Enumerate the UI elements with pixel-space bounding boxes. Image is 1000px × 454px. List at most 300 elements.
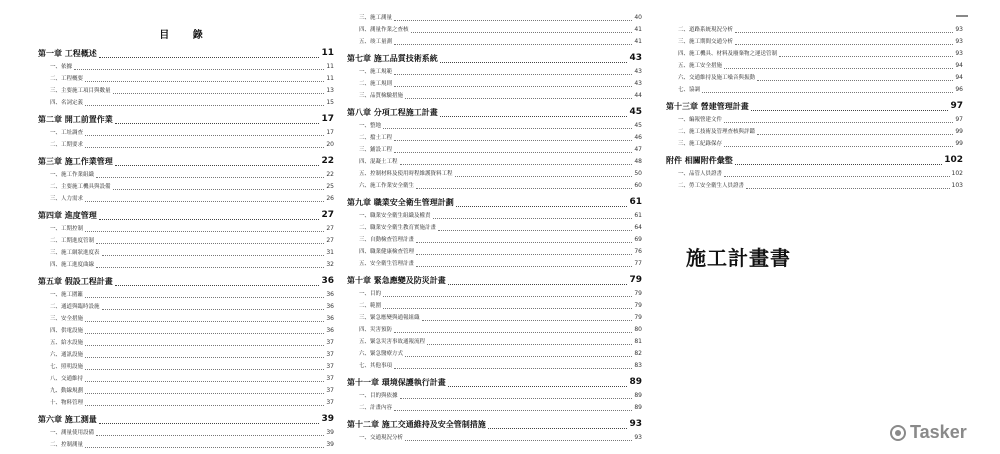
- toc-section-row: [38, 223, 334, 235]
- toc-section-row: [347, 390, 642, 402]
- minimize-icon[interactable]: [956, 15, 968, 17]
- toc-section-row: [38, 361, 334, 373]
- toc-section-row: [666, 72, 963, 84]
- toc-list: [666, 24, 963, 192]
- toc-entry-title: 七、協調: [678, 87, 701, 93]
- toc-section-row: [347, 288, 642, 300]
- toc-section-row: [38, 97, 334, 109]
- toc-page-number: 64: [634, 224, 642, 231]
- dot-leader: [422, 320, 633, 321]
- toc-section-row: [347, 258, 642, 270]
- toc-entry-title: 二、擋土工程: [359, 135, 393, 141]
- toc-page-number: 79: [634, 302, 642, 309]
- dot-leader: [85, 105, 324, 106]
- toc-entry-title: 六、緊急醫療方式: [359, 351, 404, 357]
- dot-leader: [115, 165, 320, 166]
- watermark-logo: [890, 422, 967, 443]
- toc-page-number: 31: [326, 249, 334, 256]
- toc-page-number: 22: [326, 171, 334, 178]
- toc-entry-title: 六、施工作業安全衛生: [359, 183, 415, 189]
- dot-leader: [99, 423, 320, 424]
- dot-leader: [394, 152, 632, 153]
- toc-page-number: 80: [634, 326, 642, 333]
- toc-page-number: 79: [629, 275, 642, 285]
- toc-chapter-row: [38, 208, 334, 223]
- toc-entry-title: 第二章 開工前置作業: [38, 115, 113, 124]
- dot-leader: [85, 357, 324, 358]
- dot-leader: [115, 123, 320, 124]
- toc-page-number: 36: [326, 327, 334, 334]
- toc-section-row: [38, 85, 334, 97]
- toc-page-number: 43: [634, 80, 642, 87]
- dot-leader: [113, 93, 325, 94]
- toc-section-row: [38, 289, 334, 301]
- toc-page-number: 11: [326, 63, 334, 70]
- dot-leader: [85, 381, 324, 382]
- toc-entry-title: 一、施工規範: [359, 69, 393, 75]
- dot-leader: [735, 44, 953, 45]
- toc-entry-title: 二、通道與臨時設施: [50, 304, 100, 310]
- toc-entry-title: 四、施工進度曲線: [50, 262, 95, 268]
- dot-leader: [724, 176, 950, 177]
- toc-page-number: 45: [634, 122, 642, 129]
- toc-section-row: [38, 127, 334, 139]
- dot-leader: [394, 332, 632, 333]
- toc-entry-title: 第十章 緊急應變及防災計畫: [347, 276, 446, 285]
- toc-page-number: 102: [951, 170, 963, 177]
- dot-leader: [724, 146, 953, 147]
- toc-page-number: 60: [634, 182, 642, 189]
- toc-chapter-row: [347, 195, 642, 210]
- toc-page-number: 47: [634, 146, 642, 153]
- toc-page-number: 45: [629, 107, 642, 117]
- dot-leader: [85, 81, 324, 82]
- toc-page-number: 26: [326, 195, 334, 202]
- dot-leader: [96, 243, 324, 244]
- toc-section-row: [38, 385, 334, 397]
- toc-entry-title: 第一章 工程概述: [38, 49, 97, 58]
- toc-entry-title: 第五章 假設工程計畫: [38, 277, 113, 286]
- toc-section-row: [347, 132, 642, 144]
- toc-section-row: [347, 402, 642, 414]
- toc-page-number: 76: [634, 248, 642, 255]
- toc-section-row: [38, 373, 334, 385]
- toc-page-number: 89: [629, 377, 642, 387]
- dot-leader: [85, 447, 324, 448]
- toc-entry-title: 三、主要施工項目與數量: [50, 88, 111, 94]
- toc-section-row: [38, 247, 334, 259]
- dot-leader: [85, 333, 324, 334]
- toc-page-number: 32: [326, 261, 334, 268]
- toc-page-number: 44: [634, 92, 642, 99]
- dot-leader: [383, 296, 632, 297]
- dot-leader: [751, 110, 949, 111]
- toc-page-number: 37: [326, 363, 334, 370]
- toc-page-number: 25: [326, 183, 334, 190]
- toc-entry-title: 七、照明設施: [50, 364, 84, 370]
- toc-section-row: [38, 397, 334, 409]
- toc-chapter-row: [38, 412, 334, 427]
- toc-section-row: [347, 324, 642, 336]
- dot-leader: [488, 428, 628, 429]
- toc-page-number: 93: [955, 26, 963, 33]
- document-title: 施工計畫書: [686, 246, 791, 270]
- toc-page-number: 36: [326, 291, 334, 298]
- toc-page-number: 22: [321, 156, 334, 166]
- toc-entry-title: 三、人力需求: [50, 196, 84, 202]
- dot-leader: [433, 218, 633, 219]
- toc-entry-title: 一、品管人員證書: [678, 171, 723, 177]
- toc-entry-title: 四、混凝土工程: [359, 159, 398, 165]
- toc-section-row: [38, 325, 334, 337]
- toc-entry-title: 三、施工期間交通分析: [678, 39, 734, 45]
- toc-column-2: [347, 0, 642, 444]
- toc-page-number: 93: [629, 419, 642, 429]
- toc-section-row: [38, 169, 334, 181]
- dot-leader: [448, 284, 628, 285]
- dot-leader: [735, 164, 942, 165]
- toc-page-number: 81: [634, 338, 642, 345]
- toc-entry-title: 第七章 施工品質技術系統: [347, 54, 438, 63]
- toc-entry-title: 五、安全衛生管理計畫: [359, 261, 415, 267]
- toc-entry-title: 一、編報營建文件: [678, 117, 723, 123]
- toc-section-row: [347, 12, 642, 24]
- dot-leader: [440, 116, 628, 117]
- toc-section-row: [38, 235, 334, 247]
- toc-chapter-row: [38, 274, 334, 289]
- toc-entry-title: 五、給水設施: [50, 340, 84, 346]
- toc-section-row: [666, 168, 963, 180]
- tasker-logo-icon: [890, 425, 906, 441]
- toc-section-row: [666, 114, 963, 126]
- dot-leader: [400, 164, 633, 165]
- toc-entry-title: 第八章 分項工程施工計畫: [347, 108, 438, 117]
- toc-section-row: [38, 301, 334, 313]
- dot-leader: [74, 69, 324, 70]
- toc-section-row: [347, 300, 642, 312]
- toc-section-row: [666, 48, 963, 60]
- dot-leader: [411, 32, 633, 33]
- dot-leader: [99, 219, 320, 220]
- dot-leader: [724, 122, 953, 123]
- toc-page-number: 43: [629, 53, 642, 63]
- dot-leader: [440, 62, 628, 63]
- toc-section-row: [347, 120, 642, 132]
- toc-section-row: [666, 138, 963, 150]
- dot-leader: [448, 386, 628, 387]
- toc-entry-title: 四、供電設施: [50, 328, 84, 334]
- dot-leader: [394, 410, 632, 411]
- toc-entry-title: 三、施工測量: [359, 15, 393, 21]
- toc-section-row: [38, 259, 334, 271]
- toc-page-number: 97: [955, 116, 963, 123]
- toc-page-number: 89: [634, 392, 642, 399]
- toc-page-number: 40: [634, 14, 642, 21]
- toc-entry-title: 四、職業健康檢查管理: [359, 249, 415, 255]
- dot-leader: [394, 140, 632, 141]
- toc-entry-title: 三、安全措施: [50, 316, 84, 322]
- toc-page-number: 41: [634, 26, 642, 33]
- toc-chapter-row: [38, 46, 334, 61]
- toc-entry-title: 一、工期控制: [50, 226, 84, 232]
- toc-entry-title: 三、品質檢驗措施: [359, 93, 404, 99]
- dot-leader: [735, 32, 953, 33]
- toc-column-3: [666, 0, 963, 192]
- toc-entry-title: 二、範圍: [359, 303, 382, 309]
- toc-section-row: [347, 234, 642, 246]
- toc-page-number: 27: [321, 210, 334, 220]
- toc-entry-title: 四、名詞定義: [50, 100, 84, 106]
- toc-page-number: 96: [955, 86, 963, 93]
- toc-entry-title: 二、勞工安全衛生人員證書: [678, 183, 745, 189]
- toc-entry-title: 五、控制材料及使用時程維護資料工程: [359, 171, 453, 177]
- toc-entry-title: 八、交通維持: [50, 376, 84, 382]
- toc-page-number: 36: [326, 303, 334, 310]
- toc-chapter-row: [666, 153, 963, 168]
- toc-page-number: 17: [326, 129, 334, 136]
- dot-leader: [394, 368, 632, 369]
- toc-entry-title: 二、工期要求: [50, 142, 84, 148]
- toc-page-number: 37: [326, 375, 334, 382]
- toc-entry-title: 二、主要施工機具與設備: [50, 184, 111, 190]
- dot-leader: [85, 345, 324, 346]
- toc-section-row: [666, 126, 963, 138]
- toc-page-number: 36: [326, 315, 334, 322]
- toc-entry-title: 第六章 施工測量: [38, 415, 97, 424]
- toc-page-number: 61: [629, 197, 642, 207]
- dot-leader: [85, 297, 324, 298]
- toc-entry-title: 二、計畫內容: [359, 405, 393, 411]
- toc-entry-title: 五、緊急災害事故通報流程: [359, 339, 426, 345]
- toc-list: [38, 46, 334, 451]
- toc-entry-title: 三、自動檢查管理計畫: [359, 237, 415, 243]
- toc-entry-title: 二、控制測量: [50, 442, 84, 448]
- toc-page-number: 93: [955, 38, 963, 45]
- toc-section-row: [666, 36, 963, 48]
- toc-entry-title: 一、整地: [359, 123, 382, 129]
- dot-leader: [102, 309, 325, 310]
- dot-leader: [85, 231, 324, 232]
- toc-section-row: [666, 180, 963, 192]
- toc-page-number: 11: [321, 48, 334, 58]
- toc-page-number: 97: [950, 101, 963, 111]
- dot-leader: [96, 435, 324, 436]
- toc-entry-title: 二、施工規則: [359, 81, 393, 87]
- toc-chapter-row: [347, 273, 642, 288]
- toc-page-number: 94: [955, 74, 963, 81]
- dot-leader: [85, 393, 324, 394]
- toc-page-number: 99: [955, 128, 963, 135]
- toc-section-row: [347, 222, 642, 234]
- toc-page-number: 39: [326, 441, 334, 448]
- toc-page-number: 11: [326, 75, 334, 82]
- dot-leader: [757, 80, 953, 81]
- toc-entry-title: 二、道路系統現況分析: [678, 27, 734, 33]
- toc-entry-title: 六、通訊設施: [50, 352, 84, 358]
- toc-section-row: [347, 348, 642, 360]
- watermark-text: Tasker: [910, 422, 967, 442]
- toc-section-row: [347, 168, 642, 180]
- toc-column-1: [38, 0, 334, 451]
- toc-page-number: 27: [326, 237, 334, 244]
- toc-section-row: [347, 36, 642, 48]
- dot-leader: [85, 321, 324, 322]
- dot-leader: [102, 255, 325, 256]
- toc-page-number: 48: [634, 158, 642, 165]
- toc-section-row: [666, 24, 963, 36]
- toc-entry-title: 七、其他事項: [359, 363, 393, 369]
- dot-leader: [456, 206, 628, 207]
- toc-section-row: [38, 139, 334, 151]
- toc-entry-title: 四、測量作業之查核: [359, 27, 409, 33]
- toc-page-number: 17: [321, 114, 334, 124]
- toc-section-row: [347, 66, 642, 78]
- toc-section-row: [38, 337, 334, 349]
- toc-page-number: 20: [326, 141, 334, 148]
- toc-title: 目 錄: [159, 30, 213, 41]
- dot-leader: [724, 68, 953, 69]
- toc-list: [347, 12, 642, 444]
- toc-entry-title: 第四章 進度管理: [38, 211, 97, 220]
- toc-section-row: [347, 360, 642, 372]
- toc-chapter-row: [38, 112, 334, 127]
- dot-leader: [416, 254, 632, 255]
- toc-chapter-row: [347, 417, 642, 432]
- dot-leader: [85, 147, 324, 148]
- dot-leader: [455, 176, 633, 177]
- dot-leader: [416, 188, 632, 189]
- toc-page-number: 61: [634, 212, 642, 219]
- toc-entry-title: 四、災害預防: [359, 327, 393, 333]
- toc-entry-title: 第九章 職業安全衛生管理計劃: [347, 198, 454, 207]
- dot-leader: [405, 98, 632, 99]
- toc-entry-title: 九、動線規劃: [50, 388, 84, 394]
- toc-entry-title: 第十三章 營建管理計畫: [666, 102, 749, 111]
- dot-leader: [85, 405, 324, 406]
- toc-page-number: 46: [634, 134, 642, 141]
- toc-page-number: 37: [326, 339, 334, 346]
- toc-chapter-row: [38, 154, 334, 169]
- toc-entry-title: 附件 相關附件彙整: [666, 156, 733, 165]
- toc-page-number: 37: [326, 351, 334, 358]
- toc-section-row: [38, 193, 334, 205]
- dot-leader: [96, 177, 324, 178]
- dot-leader: [757, 134, 953, 135]
- toc-section-row: [38, 313, 334, 325]
- dot-leader: [702, 92, 953, 93]
- toc-page-number: 77: [634, 260, 642, 267]
- dot-leader: [416, 266, 632, 267]
- dot-leader: [416, 242, 632, 243]
- toc-section-row: [38, 427, 334, 439]
- dot-leader: [405, 356, 632, 357]
- dot-leader: [113, 189, 325, 190]
- toc-chapter-row: [347, 51, 642, 66]
- toc-entry-title: 一、施工作業組織: [50, 172, 95, 178]
- dot-leader: [438, 230, 632, 231]
- toc-entry-title: 一、測量使用設備: [50, 430, 95, 436]
- toc-page-number: 79: [634, 314, 642, 321]
- toc-page-number: 43: [634, 68, 642, 75]
- toc-page-number: 83: [634, 362, 642, 369]
- toc-page-number: 93: [634, 434, 642, 441]
- toc-entry-title: 第三章 施工作業管理: [38, 157, 113, 166]
- toc-page-number: 102: [944, 155, 963, 165]
- toc-section-row: [38, 349, 334, 361]
- toc-page-number: 13: [326, 87, 334, 94]
- toc-chapter-row: [347, 375, 642, 390]
- dot-leader: [99, 57, 320, 58]
- dot-leader: [394, 44, 632, 45]
- toc-entry-title: 六、交通維持及施工噪音與振動: [678, 75, 756, 81]
- dot-leader: [85, 369, 324, 370]
- toc-chapter-row: [347, 105, 642, 120]
- toc-entry-title: 三、施工網狀進度表: [50, 250, 100, 256]
- toc-entry-title: 二、工程概要: [50, 76, 84, 82]
- toc-entry-title: 二、職業安全衛生教育實施計畫: [359, 225, 437, 231]
- toc-page-number: 41: [634, 38, 642, 45]
- toc-page-number: 82: [634, 350, 642, 357]
- dot-leader: [85, 201, 324, 202]
- toc-page-number: 93: [955, 50, 963, 57]
- toc-entry-title: 一、依據: [50, 64, 73, 70]
- toc-entry-title: 二、工期進度管制: [50, 238, 95, 244]
- toc-entry-title: 十、物料管理: [50, 400, 84, 406]
- toc-entry-title: 一、交通現況分析: [359, 435, 404, 441]
- toc-section-row: [347, 90, 642, 102]
- toc-section-row: [347, 312, 642, 324]
- toc-section-row: [38, 439, 334, 451]
- toc-entry-title: 二、施工技術及管理查核與評鑑: [678, 129, 756, 135]
- toc-page-number: 69: [634, 236, 642, 243]
- toc-page-number: 39: [321, 414, 334, 424]
- toc-section-row: [347, 24, 642, 36]
- toc-section-row: [347, 246, 642, 258]
- dot-leader: [394, 86, 632, 87]
- toc-page-number: 37: [326, 387, 334, 394]
- toc-page-number: 99: [955, 140, 963, 147]
- dot-leader: [383, 128, 632, 129]
- toc-entry-title: 一、目的: [359, 291, 382, 297]
- dot-leader: [394, 20, 632, 21]
- toc-section-row: [347, 156, 642, 168]
- toc-entry-title: 一、職業安全衛生組織及權責: [359, 213, 431, 219]
- toc-section-row: [347, 336, 642, 348]
- dot-leader: [115, 285, 320, 286]
- dot-leader: [383, 308, 632, 309]
- toc-section-row: [38, 181, 334, 193]
- toc-section-row: [347, 144, 642, 156]
- toc-section-row: [38, 61, 334, 73]
- toc-section-row: [38, 73, 334, 85]
- toc-page-number: 103: [951, 182, 963, 189]
- toc-entry-title: 第十一章 環境保護執行計畫: [347, 378, 446, 387]
- toc-entry-title: 五、竣工量測: [359, 39, 393, 45]
- toc-entry-title: 第十二章 施工交通維持及安全管制措施: [347, 420, 486, 429]
- toc-section-row: [347, 180, 642, 192]
- dot-leader: [85, 135, 324, 136]
- toc-page-number: 15: [326, 99, 334, 106]
- toc-page-number: 89: [634, 404, 642, 411]
- dot-leader: [96, 267, 324, 268]
- toc-chapter-row: [666, 99, 963, 114]
- toc-page-number: 79: [634, 290, 642, 297]
- dot-leader: [394, 74, 632, 75]
- toc-section-row: [347, 78, 642, 90]
- toc-page-number: 37: [326, 399, 334, 406]
- toc-section-row: [666, 84, 963, 96]
- dot-leader: [779, 56, 953, 57]
